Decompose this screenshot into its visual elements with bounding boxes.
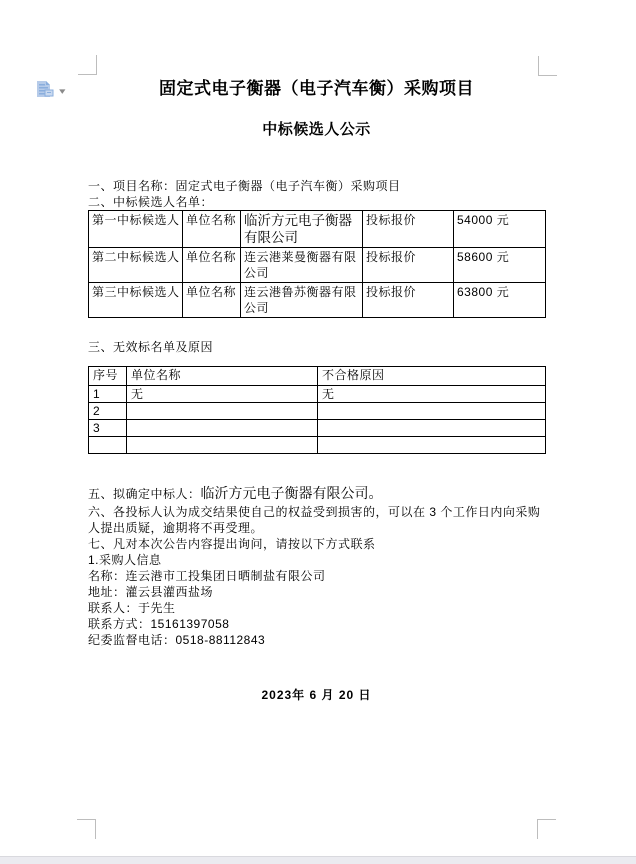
unit-name-label-cell: 单位名称 bbox=[183, 248, 241, 283]
unit-cell bbox=[127, 437, 318, 454]
purchaser-info-heading: 1.采购人信息 bbox=[88, 553, 162, 567]
unit-name-cell: 连云港莱曼衡器有限公司 bbox=[241, 248, 363, 283]
document-date: 2023年 6 月 20 日 bbox=[261, 688, 372, 702]
section-candidates-heading: 二、中标候选人名单： bbox=[88, 195, 214, 209]
purchaser-name: 名称：连云港市工投集团日晒制盐有限公司 bbox=[88, 569, 326, 583]
unit-name-label-cell: 单位名称 bbox=[183, 283, 241, 318]
invalid-bids-table bbox=[88, 366, 546, 454]
section-objection: 六、各投标人认为成交结果使自己的权益受到损害的，可以在 3 个工作日内向采购人提出质疑，逾期将不再受理。 bbox=[88, 505, 541, 535]
margin-crop-mark-bottom-left bbox=[77, 819, 96, 839]
seq-cell: 2 bbox=[89, 403, 127, 420]
clipboard-paste-icon bbox=[34, 78, 56, 105]
page-bottom-edge bbox=[0, 856, 636, 864]
section-winner bbox=[88, 484, 545, 504]
unit-name-label-cell: 单位名称 bbox=[183, 211, 241, 248]
document-body bbox=[88, 78, 545, 703]
document-title: 固定式电子衡器（电子汽车衡）采购项目 bbox=[159, 79, 474, 98]
purchaser-contact-phone: 联系方式：15161397058 bbox=[88, 617, 230, 631]
bid-price-cell: 58600 元 bbox=[454, 248, 546, 283]
candidates-table-row-2 bbox=[89, 248, 546, 283]
candidates-table-row-3 bbox=[89, 283, 546, 318]
candidate-rank-cell: 第一中标候选人 bbox=[89, 211, 183, 248]
candidates-table bbox=[88, 210, 546, 318]
section-inquiry: 七、凡对本次公告内容提出询问，请按以下方式联系 bbox=[88, 537, 376, 551]
reason-cell bbox=[318, 420, 546, 437]
section-invalid-heading: 三、无效标名单及原因 bbox=[88, 340, 214, 354]
reason-cell: 无 bbox=[318, 386, 546, 403]
purchaser-contact-person: 联系人：于先生 bbox=[88, 601, 176, 615]
header-seq-cell: 序号 bbox=[89, 367, 127, 386]
unit-cell bbox=[127, 403, 318, 420]
bid-price-label-cell: 投标报价 bbox=[363, 283, 454, 318]
unit-cell bbox=[127, 420, 318, 437]
document-subtitle: 中标候选人公示 bbox=[262, 121, 371, 138]
margin-crop-mark-top-left bbox=[78, 55, 97, 75]
invalid-table-row-3 bbox=[89, 420, 546, 437]
reason-cell bbox=[318, 437, 546, 454]
candidate-rank-cell: 第三中标候选人 bbox=[89, 283, 183, 318]
seq-cell: 3 bbox=[89, 420, 127, 437]
section-project-name: 一、项目名称：固定式电子衡器（电子汽车衡）采购项目 bbox=[88, 179, 401, 193]
bid-price-cell: 63800 元 bbox=[454, 283, 546, 318]
invalid-table-row-2 bbox=[89, 403, 546, 420]
supervision-phone: 纪委监督电话：0518-88112843 bbox=[88, 633, 266, 647]
reason-cell bbox=[318, 403, 546, 420]
chevron-down-icon[interactable]: ▾ bbox=[59, 86, 66, 96]
margin-crop-mark-top-right bbox=[538, 56, 557, 76]
unit-name-cell: 连云港鲁苏衡器有限公司 bbox=[241, 283, 363, 318]
seq-cell bbox=[89, 437, 127, 454]
winner-prefix: 五、拟确定中标人： bbox=[88, 487, 201, 501]
seq-cell: 1 bbox=[89, 386, 127, 403]
unit-cell: 无 bbox=[127, 386, 318, 403]
margin-crop-mark-bottom-right bbox=[537, 819, 556, 839]
header-unit-cell: 单位名称 bbox=[127, 367, 318, 386]
winner-company: 临沂方元电子衡器有限公司。 bbox=[200, 485, 383, 501]
invalid-table-row-1 bbox=[89, 386, 546, 403]
invalid-table-header-row bbox=[89, 367, 546, 386]
bid-price-label-cell: 投标报价 bbox=[363, 248, 454, 283]
header-reason-cell: 不合格原因 bbox=[318, 367, 546, 386]
invalid-table-row-4 bbox=[89, 437, 546, 454]
unit-name-cell: 临沂方元电子衡器有限公司 bbox=[241, 211, 363, 248]
paste-options-button[interactable] bbox=[34, 78, 65, 105]
purchaser-address: 地址：灌云县灌西盐场 bbox=[88, 585, 214, 599]
bid-price-label-cell: 投标报价 bbox=[363, 211, 454, 248]
candidate-rank-cell: 第二中标候选人 bbox=[89, 248, 183, 283]
bid-price-cell: 54000 元 bbox=[454, 211, 546, 248]
candidates-table-row-1 bbox=[89, 211, 546, 248]
